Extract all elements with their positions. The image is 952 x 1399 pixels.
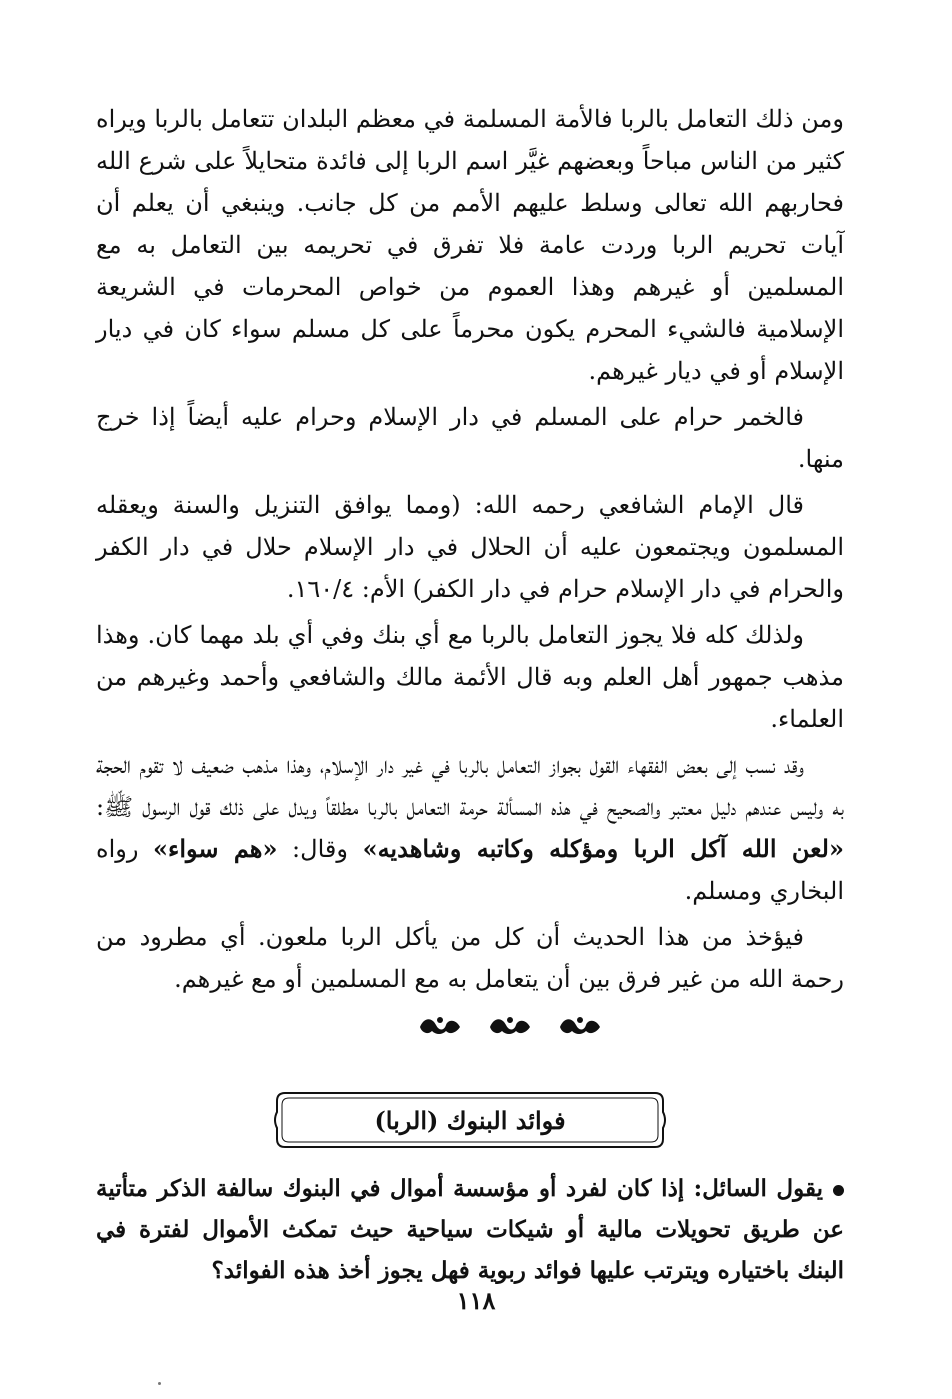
- hadith-quote: «لعن الله آكل الربا ومؤكله وكاتبه وشاهديه»: [362, 834, 844, 863]
- ornament-icon: [556, 1013, 604, 1037]
- ornament-icon: [416, 1013, 464, 1037]
- paragraph-5: [96, 744, 844, 912]
- bullet-icon: [833, 1185, 844, 1196]
- ornament-icon: [486, 1013, 534, 1037]
- paragraph-3: قال الإمام الشافعي رحمه الله: (ومما يوافق التنزيل والسنة ويعقله المسلمون ويجتمعون عليه أن الحلال في دار الإسلام حلال في دار الكفر والحرام في دار الإسلام حرام في دار الكفر) الأم: ١٦٠/٤.: [96, 491, 844, 603]
- body-text: [96, 98, 844, 1000]
- question-text: [96, 1168, 844, 1291]
- paragraph-6: فيؤخذ من هذا الحديث أن كل من يأكل الربا ملعون. أي مطرود من رحمة الله من غير فرق بين أن يتعامل به مع المسلمين أو مع غيرهم.: [96, 923, 844, 993]
- paragraph-2: فالخمر حرام على المسلم في دار الإسلام وحرام عليه أيضاً إذا خرج منها.: [96, 403, 844, 473]
- section-divider-ornaments: [96, 1004, 844, 1046]
- paragraph-4: ولذلك كله فلا يجوز التعامل بالربا مع أي بنك وفي أي بلد مهما كان. وهذا مذهب جمهور أهل العلم وبه قال الأئمة مالك والشافعي وأحمد وغيرهم من العلماء.: [96, 621, 845, 733]
- section-title: فوائد البنوك (الربا): [374, 1105, 566, 1135]
- hadith-source: رواه البخاري ومسلم.: [96, 835, 844, 905]
- paragraph-1: ومن ذلك التعامل بالربا فالأمة المسلمة في معظم البلدان تتعامل بالربا ويراه كثير من الناس مباحاً وبعضهم غيَّر اسم الربا إلى فائدة متحايلاً على شرع الله فحاربهم الله تعالى وسلط عليهم الأمم من كل جانب. وينبغي أن يعلم أن آيات تحريم الربا وردت عامة فلا تفرق في تحريمه بين التعامل به مع المسلمين أو غيرهم وهذا العموم من خواص المحرمات في الشريعة الإسلامية فالشيء المحرم يكون محرماً على كل مسلم سواء كان في ديار الإسلام أو في ديار غيرهم.: [96, 105, 845, 385]
- question-body: يقول السائل: إذا كان لفرد أو مؤسسة أموال في البنوك سالفة الذكر متأتية عن طريق تحويلات مالية أو شيكات سياحية حيث تمكث الأموال لفترة في البنك باختياره ويترتب عليها فوائد ربوية فهل يجوز أخذ هذه الفوائد؟: [96, 1175, 844, 1284]
- hadith-quote-2: «هم سواء»: [153, 834, 278, 863]
- page-number: ١١٨: [456, 1286, 496, 1315]
- hadith-connector: وقال:: [277, 835, 363, 863]
- section-title-box: [271, 1090, 669, 1150]
- scan-speck: [158, 1382, 161, 1385]
- paragraph-5-text: وقد نسب إلى بعض الفقهاء القول بجواز التعامل بالربا في غير دار الإسلام، وهذا مذهب ضعيف لا تقوم الحجة به وليس عندهم دليل معتبر والصحيح في هذه المسألة حرمة التعامل بالربا مطلقاً ويدل على ذلك قول الرسول ﷺ:: [96, 751, 844, 821]
